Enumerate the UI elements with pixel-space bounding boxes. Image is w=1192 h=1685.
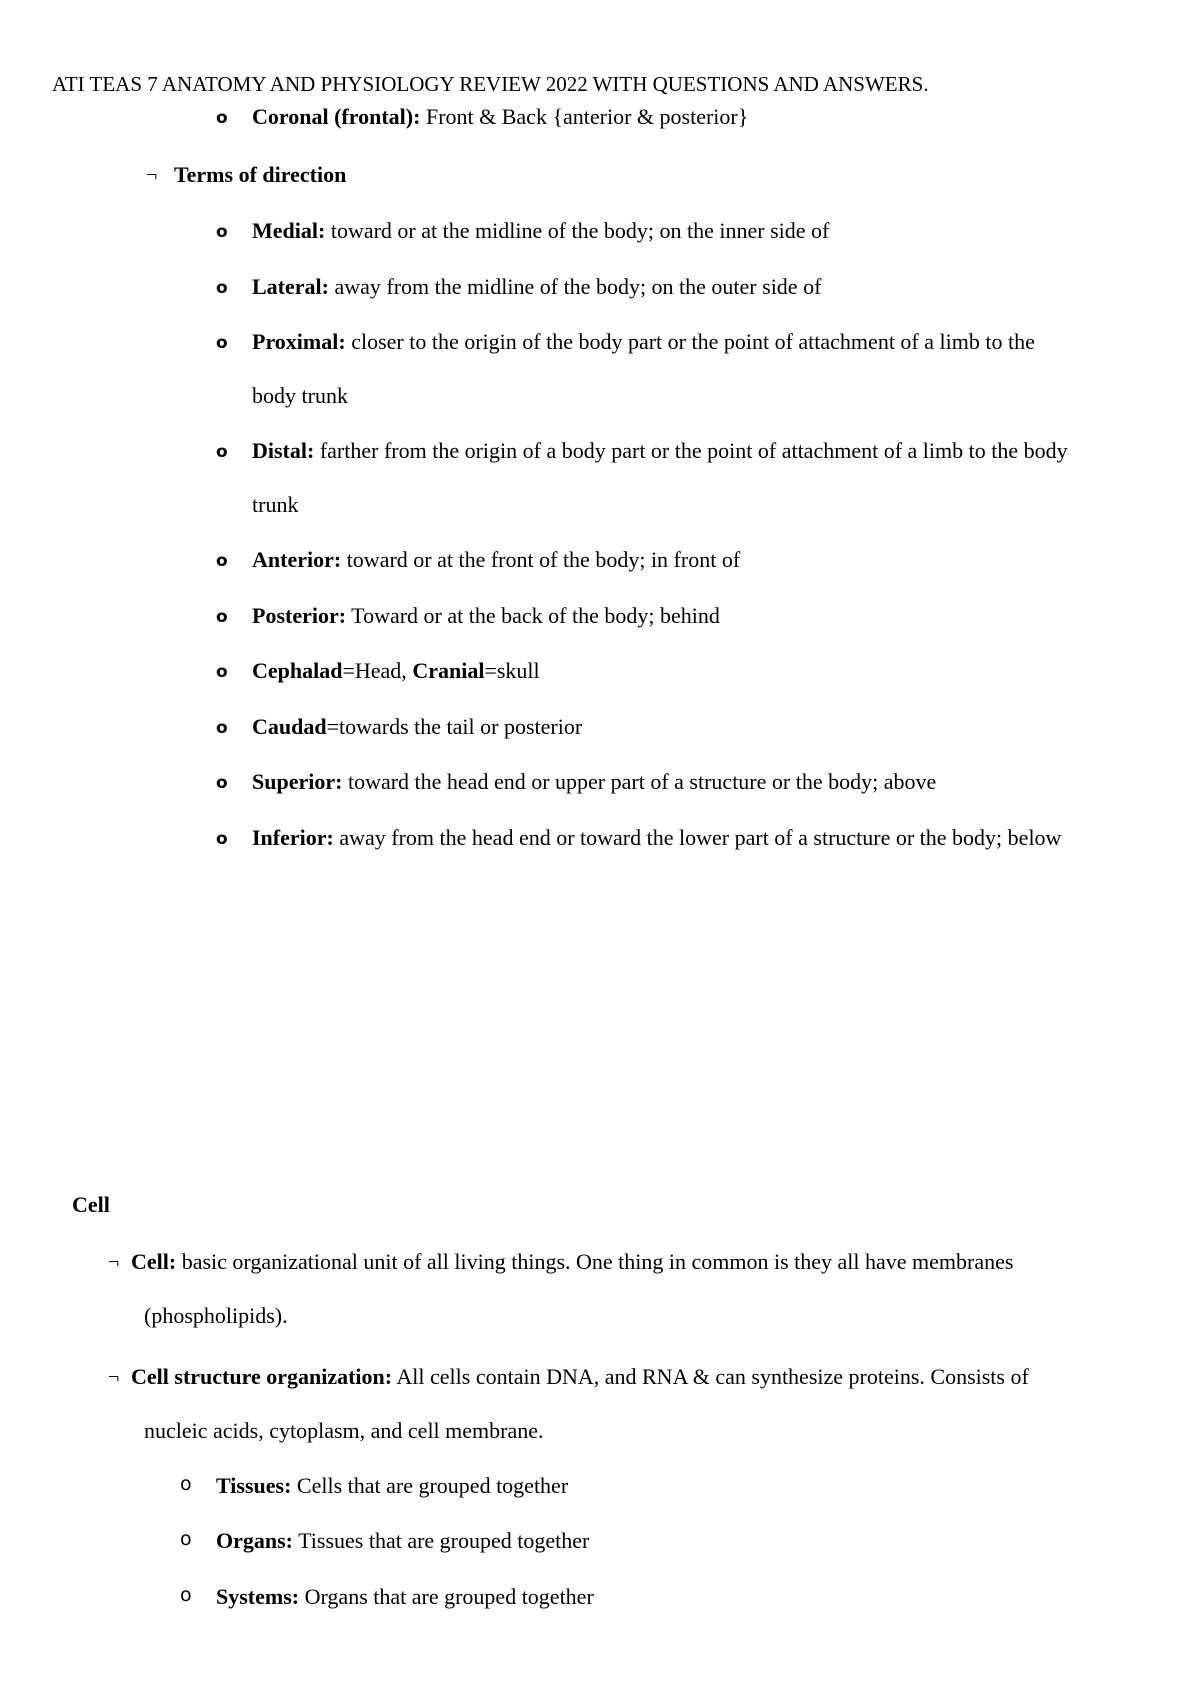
circle-bullet-icon: o: [216, 662, 228, 682]
cell-point-structure-continued: nucleic acids, cytoplasm, and cell membrane.: [144, 1418, 544, 1443]
sub-item-tissues: [216, 1475, 568, 1497]
list-item-lateral: [252, 276, 821, 298]
term: Anterior:: [252, 547, 342, 572]
circle-bullet-icon: o: [216, 607, 228, 627]
term-secondary: Cranial: [412, 658, 485, 683]
list-item-distal: [252, 440, 1068, 462]
list-item-proximal-continued: body trunk: [252, 383, 348, 408]
definition: closer to the origin of the body part or the point of attachment of a limb to the: [345, 329, 1035, 354]
list-item-proximal: [252, 331, 1035, 353]
list-item-medial: [252, 220, 829, 242]
list-item-anterior: [252, 549, 740, 571]
list-item-inferior: [252, 827, 1061, 849]
term: Cell:: [131, 1249, 177, 1274]
term: Lateral:: [252, 274, 329, 299]
definition: away from the midline of the body; on the outer side of: [328, 274, 822, 299]
circle-bullet-icon: o: [180, 1473, 192, 1495]
term: Caudad: [252, 714, 327, 739]
term: Cell structure organization:: [131, 1364, 393, 1389]
heading-text: Terms of direction: [174, 162, 347, 187]
definition: Toward or at the back of the body; behind: [346, 603, 720, 628]
definition: =Head,: [342, 658, 413, 683]
term: Inferior:: [252, 825, 334, 850]
definition: Organs that are grouped together: [299, 1584, 594, 1609]
circle-bullet-icon: o: [216, 829, 228, 849]
term: Medial:: [252, 218, 326, 243]
list-item-posterior: [252, 605, 720, 627]
circle-bullet-icon: o: [216, 718, 228, 738]
document-header: ATI TEAS 7 ANATOMY AND PHYSIOLOGY REVIEW 2022 WITH QUESTIONS AND ANSWERS.: [52, 72, 929, 96]
definition-secondary: =skull: [484, 658, 540, 683]
term: Distal:: [252, 438, 315, 463]
circle-bullet-icon: o: [216, 551, 228, 571]
not-sign-bullet-icon: ¬: [108, 1366, 120, 1388]
circle-bullet-icon: o: [216, 442, 228, 462]
list-item-caudad: [252, 716, 582, 738]
circle-bullet-icon: o: [180, 1584, 192, 1606]
list-item-superior: [252, 771, 936, 793]
term: Cephalad: [252, 658, 343, 683]
not-sign-bullet-icon: ¬: [146, 164, 158, 186]
cell-point-cell: [131, 1251, 1013, 1273]
cell-point-cell-continued: (phospholipids).: [144, 1303, 288, 1328]
sub-item-organs: [216, 1530, 589, 1552]
definition: farther from the origin of a body part or the point of attachment of a limb to the body: [314, 438, 1068, 463]
definition: toward or at the front of the body; in front of: [341, 547, 741, 572]
circle-bullet-icon: o: [216, 108, 228, 128]
definition: All cells contain DNA, and RNA & can synthesize proteins. Consists of: [392, 1364, 1029, 1389]
cell-point-structure: [131, 1366, 1029, 1388]
list-item-cephalad: [252, 660, 540, 682]
section-heading-cell: [72, 1194, 110, 1216]
definition: =towards the tail or posterior: [326, 714, 583, 739]
list-item-distal-continued: trunk: [252, 492, 299, 517]
term: Coronal (frontal):: [252, 104, 421, 129]
term: Systems:: [216, 1584, 300, 1609]
term: Posterior:: [252, 603, 347, 628]
definition: basic organizational unit of all living things. One thing in common is they all have membranes: [176, 1249, 1014, 1274]
term: Organs:: [216, 1528, 293, 1553]
definition: Tissues that are grouped together: [293, 1528, 590, 1553]
sub-item-systems: [216, 1586, 594, 1608]
circle-bullet-icon: o: [216, 222, 228, 242]
definition: Front & Back {anterior & posterior}: [420, 104, 749, 129]
definition: toward the head end or upper part of a structure or the body; above: [342, 769, 937, 794]
definition: Cells that are grouped together: [291, 1473, 569, 1498]
heading-text: Cell: [72, 1192, 110, 1217]
list-item-coronal: [252, 106, 748, 128]
circle-bullet-icon: o: [180, 1528, 192, 1550]
section-heading-direction: [174, 164, 346, 186]
term: Proximal:: [252, 329, 346, 354]
circle-bullet-icon: o: [216, 773, 228, 793]
term: Superior:: [252, 769, 343, 794]
not-sign-bullet-icon: ¬: [108, 1251, 120, 1273]
definition: away from the head end or toward the lower part of a structure or the body; below: [333, 825, 1062, 850]
definition: toward or at the midline of the body; on the inner side of: [325, 218, 830, 243]
circle-bullet-icon: o: [216, 278, 228, 298]
circle-bullet-icon: o: [216, 333, 228, 353]
term: Tissues:: [216, 1473, 292, 1498]
